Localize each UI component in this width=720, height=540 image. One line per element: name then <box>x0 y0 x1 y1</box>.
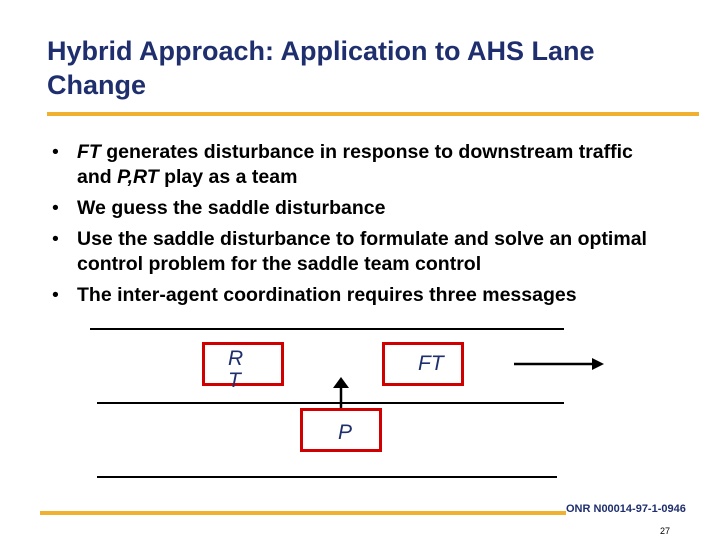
bullet-item <box>52 140 672 190</box>
vehicle-label-rt-line2: T <box>228 369 241 392</box>
road-line-middle <box>97 402 564 404</box>
bullet-item <box>52 227 672 277</box>
bullet-icon: • <box>52 141 59 163</box>
bullet-emphasis: P,RT <box>117 166 159 188</box>
slide-title: Hybrid Approach: Application to AHS Lane Change <box>47 36 595 100</box>
bullet-text: generates disturbance in response to downstream traffic and <box>77 141 633 188</box>
road-line-top <box>90 328 564 330</box>
bullet-item <box>52 196 672 221</box>
footer-reference: ONR N00014-97-1-0946 <box>566 503 686 515</box>
vehicle-label-p: P <box>338 421 353 444</box>
road-line-bottom <box>97 476 557 478</box>
vehicle-label-ft: FT <box>418 352 444 375</box>
bullet-item <box>52 283 672 308</box>
title-underline <box>47 112 699 116</box>
bullet-text: Use the saddle disturbance to formulate and solve an optimal control problem for the saddle team control <box>77 228 647 275</box>
vehicle-label-rt <box>228 348 243 392</box>
bullet-icon: • <box>52 284 59 306</box>
bullet-list <box>52 140 672 314</box>
bullet-icon: • <box>52 228 59 250</box>
forward-arrow-icon <box>514 358 604 370</box>
bullet-text: We guess the saddle disturbance <box>77 197 386 219</box>
page-number: 27 <box>660 526 671 536</box>
vehicle-label-rt-line1: R <box>228 347 244 370</box>
bullet-emphasis: FT <box>77 141 101 163</box>
bullet-text: The inter-agent coordination requires three messages <box>77 284 577 306</box>
bullet-text: play as a team <box>158 166 298 188</box>
footer-rule <box>40 511 566 515</box>
bullet-icon: • <box>52 197 59 219</box>
